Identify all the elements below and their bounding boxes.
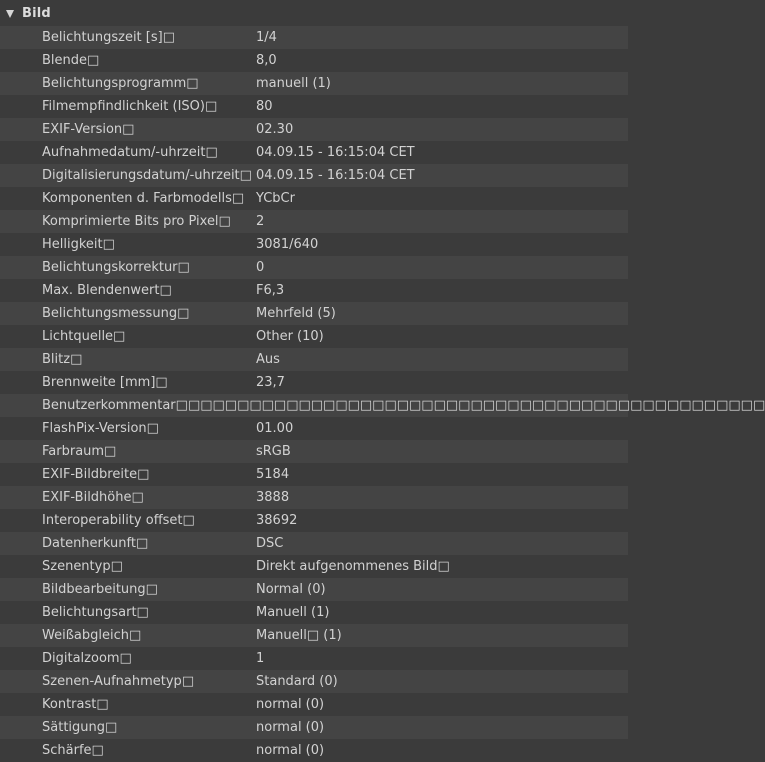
metadata-row[interactable] [0, 647, 628, 670]
metadata-row[interactable] [0, 486, 628, 509]
metadata-value: Direkt aufgenommenes Bild□ [256, 559, 450, 574]
metadata-value: 01.00 [256, 421, 294, 436]
metadata-row[interactable] [0, 601, 628, 624]
metadata-key: Blende□ [42, 53, 100, 68]
metadata-key: Blitz□ [42, 352, 83, 367]
section-title: Bild [22, 5, 51, 21]
metadata-value: 04.09.15 - 16:15:04 CET [256, 168, 415, 183]
metadata-value: Normal (0) [256, 582, 326, 597]
metadata-value: Manuell (1) [256, 605, 330, 620]
metadata-row[interactable] [0, 463, 628, 486]
metadata-row[interactable] [0, 164, 628, 187]
metadata-row[interactable] [0, 716, 628, 739]
metadata-key: Belichtungskorrektur□ [42, 260, 190, 275]
metadata-value: sRGB [256, 444, 291, 459]
metadata-key: Belichtungsmessung□ [42, 306, 190, 321]
section-header-bild[interactable] [0, 0, 628, 26]
metadata-key: EXIF-Bildbreite□ [42, 467, 150, 482]
metadata-row[interactable] [0, 348, 628, 371]
metadata-value: 1/4 [256, 30, 277, 45]
metadata-value: 04.09.15 - 16:15:04 CET [256, 145, 415, 160]
metadata-value: Mehrfeld (5) [256, 306, 336, 321]
metadata-key: Belichtungsart□ [42, 605, 149, 620]
metadata-key: Aufnahmedatum/-uhrzeit□ [42, 145, 218, 160]
metadata-value: 02.30 [256, 122, 294, 137]
metadata-key: Helligkeit□ [42, 237, 115, 252]
metadata-row[interactable] [0, 26, 628, 49]
metadata-row[interactable] [0, 187, 628, 210]
metadata-value: 8,0 [256, 53, 277, 68]
metadata-row[interactable] [0, 233, 628, 256]
metadata-row[interactable] [0, 302, 628, 325]
metadata-key: Schärfe□ [42, 743, 104, 758]
metadata-row[interactable] [0, 72, 628, 95]
metadata-row[interactable] [0, 693, 628, 716]
disclosure-triangle-icon[interactable] [6, 10, 14, 18]
metadata-key: Szenen-Aufnahmetyp□ [42, 674, 195, 689]
metadata-value: Aus [256, 352, 280, 367]
metadata-key: Max. Blendenwert□ [42, 283, 172, 298]
metadata-row[interactable] [0, 95, 628, 118]
metadata-row[interactable] [0, 210, 628, 233]
metadata-row[interactable] [0, 394, 765, 417]
metadata-value: 5184 [256, 467, 290, 482]
metadata-row[interactable] [0, 49, 628, 72]
metadata-value: 3081/640 [256, 237, 319, 252]
metadata-row[interactable] [0, 578, 628, 601]
metadata-key: Sättigung□ [42, 720, 118, 735]
metadata-value: Standard (0) [256, 674, 338, 689]
metadata-key: Digitalzoom□ [42, 651, 132, 666]
metadata-key: Digitalisierungsdatum/-uhrzeit□ [42, 168, 252, 183]
metadata-key: Farbraum□ [42, 444, 117, 459]
metadata-value: 38692 [256, 513, 298, 528]
metadata-value: Manuell□ (1) [256, 628, 342, 643]
metadata-key: Belichtungsprogramm□ [42, 76, 199, 91]
metadata-list [0, 26, 765, 762]
metadata-key: Belichtungszeit [s]□ [42, 30, 175, 45]
metadata-row[interactable] [0, 417, 628, 440]
metadata-row[interactable] [0, 256, 628, 279]
metadata-key: Komponenten d. Farbmodells□ [42, 191, 245, 206]
metadata-key: EXIF-Bildhöhe□ [42, 490, 144, 505]
metadata-key: Datenherkunft□ [42, 536, 149, 551]
metadata-key: Lichtquelle□ [42, 329, 126, 344]
metadata-value: 1 [256, 651, 265, 666]
metadata-row[interactable] [0, 118, 628, 141]
metadata-key: Szenentyp□ [42, 559, 123, 574]
metadata-row[interactable] [0, 440, 628, 463]
metadata-key: Interoperability offset□ [42, 513, 195, 528]
metadata-value: □□□□□□□□□□□□□□□□□□□□□□□□□□□□□□□□□□□□□□□□□□□□□□□ [187, 398, 765, 413]
metadata-row[interactable] [0, 555, 628, 578]
metadata-row[interactable] [0, 325, 628, 348]
metadata-key: Filmempfindlichkeit (ISO)□ [42, 99, 218, 114]
metadata-value: 3888 [256, 490, 290, 505]
metadata-key: Bildbearbeitung□ [42, 582, 158, 597]
metadata-row[interactable] [0, 371, 628, 394]
metadata-value: normal (0) [256, 720, 325, 735]
metadata-value: Other (10) [256, 329, 324, 344]
metadata-value: manuell (1) [256, 76, 331, 91]
metadata-row[interactable] [0, 532, 628, 555]
metadata-value: DSC [256, 536, 284, 551]
metadata-row[interactable] [0, 624, 628, 647]
metadata-key: Komprimierte Bits pro Pixel□ [42, 214, 231, 229]
metadata-value: YCbCr [256, 191, 295, 206]
metadata-row[interactable] [0, 670, 628, 693]
metadata-value: 0 [256, 260, 265, 275]
metadata-row[interactable] [0, 509, 628, 532]
metadata-key: Weißabgleich□ [42, 628, 142, 643]
metadata-value: 2 [256, 214, 265, 229]
metadata-key: FlashPix-Version□ [42, 421, 159, 436]
metadata-value: 80 [256, 99, 273, 114]
metadata-value: 23,7 [256, 375, 285, 390]
metadata-key: Kontrast□ [42, 697, 109, 712]
metadata-value: F6,3 [256, 283, 285, 298]
metadata-key: Benutzerkommentar□ [42, 398, 188, 413]
metadata-row[interactable] [0, 279, 628, 302]
metadata-key: Brennweite [mm]□ [42, 375, 168, 390]
metadata-value: normal (0) [256, 743, 325, 758]
metadata-key: EXIF-Version□ [42, 122, 135, 137]
metadata-row[interactable] [0, 739, 628, 762]
metadata-value: normal (0) [256, 697, 325, 712]
metadata-row[interactable] [0, 141, 628, 164]
